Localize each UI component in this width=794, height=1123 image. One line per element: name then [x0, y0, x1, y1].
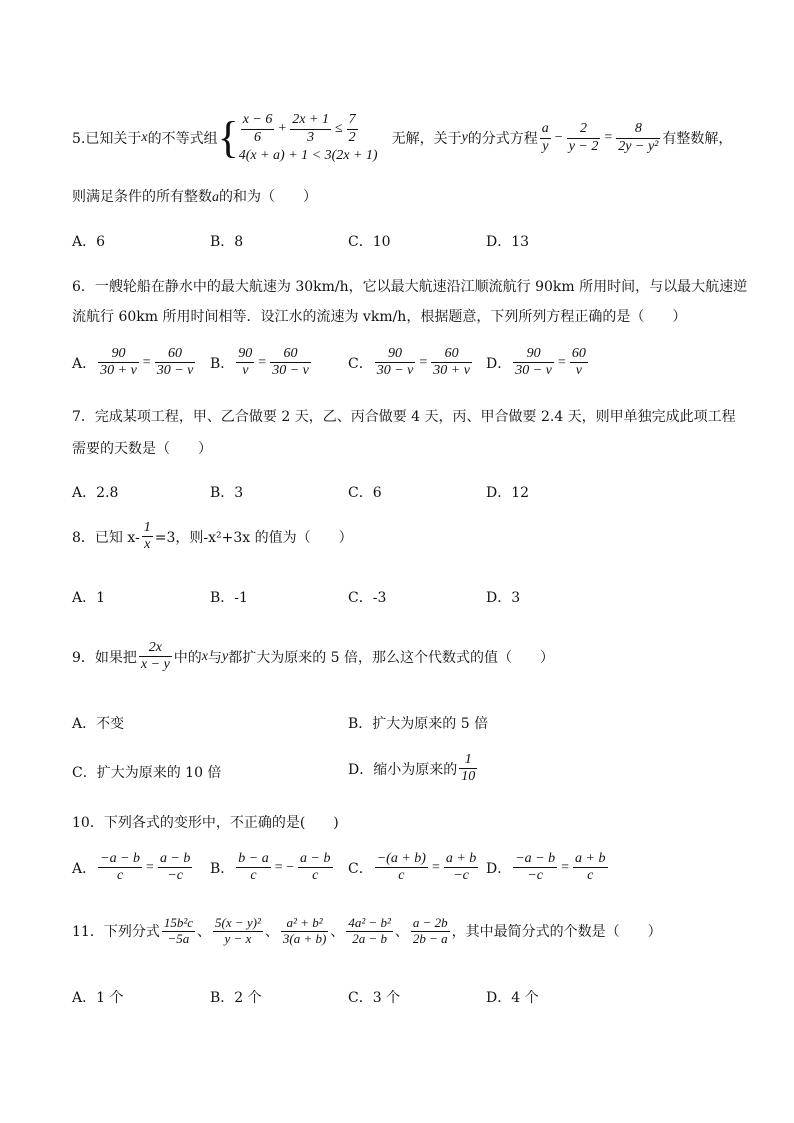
q7-option-a[interactable]: A．2.8 [72, 485, 119, 501]
plus-sign: + [278, 121, 287, 136]
q5-inequality-2: 4(x + a) + 1 < 3(2x + 1) [238, 147, 378, 163]
q11-sep: 、 [264, 924, 279, 941]
q11-prefix: 11．下列分式 [72, 924, 160, 941]
q11-sep: 、 [394, 924, 409, 941]
q11-stem [72, 916, 662, 947]
le-sign: ≤ [334, 121, 343, 136]
q11-fraction-5: $\frac{a - 2b}{2b - a}$ [412, 915, 448, 946]
q6-option-d[interactable]: D． $\frac{90}{30 - v}$ = $\frac{60}{v}$ [486, 346, 586, 379]
q7-option-b[interactable]: B．3 [210, 485, 244, 501]
q6-stem-line1: 6．一艘轮船在静水中的最大航速为 30km/h，它以最大航速沿江顺流航行 90km 所用时间，与以最大航速逆 [72, 279, 748, 295]
q5-mid2: 无解，关于 [391, 131, 462, 147]
option-label: D． [486, 860, 512, 877]
q11-fraction-3: $\frac{\text{a² + b²}}{3(a + b)}$ [282, 915, 327, 946]
option-label: D． [486, 355, 512, 372]
q11-fraction-2: $\frac{\text{5(x − y)²}}{y - x}$ [215, 915, 261, 946]
q7-option-c[interactable]: C．6 [348, 485, 382, 501]
equals-sign: = [604, 130, 613, 145]
q5-prefix: 5.已知关于 [72, 131, 142, 147]
q5-mid1: 的不等式组 [147, 131, 218, 147]
option-label: B． [210, 355, 235, 372]
q5-ineq1-frac2: $\frac{2x + 1}{3}$ [292, 112, 329, 145]
q5-option-a[interactable]: A．6 [72, 234, 106, 250]
q9-suffix: 都扩大为原来的 5 倍，那么这个代数式的值（ ） [228, 649, 555, 666]
q9-fraction: $\frac{2x}{x - y}$ [140, 640, 170, 673]
q9-option-d[interactable] [348, 752, 479, 785]
q11-sep: 、 [330, 924, 345, 941]
q5-var-y: y [461, 130, 468, 145]
q11-suffix: ，其中最简分式的个数是（ ） [451, 924, 662, 941]
q5-eq-frac1: $\frac{a}{y}$ [541, 121, 549, 154]
q9-var-y: y [222, 648, 229, 664]
q5-mid3: 的分式方程 [467, 131, 538, 147]
q11-option-a[interactable]: A．1 个 [72, 990, 124, 1006]
option-label: A． [72, 860, 97, 877]
q9-mid2: 与 [208, 649, 223, 666]
q5-option-c[interactable]: C．10 [348, 234, 391, 250]
q10-option-b[interactable]: B． $\frac{b - a}{c}$ = − $\frac{a - b}{c}$ [210, 851, 331, 884]
q7-stem-line1: 7．完成某项工程，甲、乙合做要 2 天，乙、丙合做要 4 天，丙、甲合做要 2.4 天，则甲单独完成此项工程 [72, 409, 736, 425]
q8-fraction: $\frac{1}{x}$ [143, 520, 151, 553]
q11-option-c[interactable]: C．3 个 [348, 990, 401, 1006]
q6-option-b[interactable]: B． $\frac{90}{v}$ = $\frac{60}{30 - v}$ [210, 346, 309, 379]
q9-mid1: 中的 [173, 649, 202, 666]
q5-option-b[interactable]: B．8 [210, 234, 244, 250]
q8-option-b[interactable]: B．-1 [210, 590, 248, 606]
q8-prefix: 8．已知 x- [72, 529, 140, 546]
q9-option-a[interactable]: A．不变 [72, 716, 125, 732]
q5-end: 有整数解， [662, 131, 733, 147]
q9-stem [72, 640, 554, 673]
q11-option-b[interactable]: B．2 个 [210, 990, 262, 1006]
q11-fraction-1: $\frac{\text{15b²c}}{-5a}$ [163, 915, 193, 946]
q5-option-d[interactable]: D．13 [486, 234, 530, 250]
q9-option-c[interactable]: C．扩大为原来的 10 倍 [72, 765, 222, 781]
q5-inequality-1 [239, 112, 378, 145]
q6-option-c[interactable]: C． $\frac{90}{30 - v}$ = $\frac{60}{30 + v}$ [348, 346, 470, 379]
q5-stem-line2 [72, 186, 317, 206]
q5-stem-line1 [72, 108, 732, 168]
q8-option-d[interactable]: D．3 [486, 590, 521, 606]
q5-line2-b: 的和为（ ） [219, 189, 317, 205]
q6-option-a[interactable]: A． $\frac{90}{30 + v}$ = $\frac{60}{30 - v}$ [72, 346, 194, 379]
q9-var-x: x [201, 648, 209, 664]
q5-var-a: a [212, 190, 219, 205]
q8-option-a[interactable]: A．1 [72, 590, 106, 606]
q5-var-x: x [141, 130, 148, 145]
q5-eq-frac3: $\frac{8}{\text{2y − y²}}$ [618, 121, 659, 154]
q5-ineq1-frac1: $\frac{x - 6}{6}$ [242, 112, 273, 145]
q6-stem-line2: 流航行 60km 所用时间相等．设江水的流速为 vkm/h，根据题意，下列所列方程正确的是（ ） [72, 309, 687, 325]
q5-line2-a: 则满足条件的所有整数 [72, 189, 212, 205]
q8-suffix: =3，则-x²+3x 的值为（ ） [154, 529, 353, 546]
option-label: C． [348, 860, 373, 877]
q10-option-d[interactable]: D． $\frac{-a - b}{-c}$ = $\frac{a + b}{c}$ [486, 851, 606, 884]
q9-option-d-text: D．缩小为原来的 [348, 761, 458, 778]
q9-option-d-fraction: $\frac{1}{10}$ [461, 752, 476, 785]
q7-stem-line2: 需要的天数是（ ） [72, 441, 212, 457]
option-label: A． [72, 355, 97, 372]
q7-option-d[interactable]: D．12 [486, 485, 530, 501]
q11-option-d[interactable]: D．4 个 [486, 990, 539, 1006]
minus-sign: − [554, 130, 563, 145]
q5-ineq1-frac3: $\frac{7}{2}$ [348, 112, 356, 145]
option-label: B． [210, 860, 235, 877]
q11-fraction-4: $\frac{\text{4a² − b²}}{2a - b}$ [348, 915, 391, 946]
q5-system-brace: { [217, 113, 239, 162]
q9-option-b[interactable]: B．扩大为原来的 5 倍 [348, 716, 489, 732]
q8-stem [72, 520, 353, 553]
q10-option-a[interactable]: A． $\frac{-a - b}{c}$ = $\frac{a - b}{-c}$ [72, 851, 191, 884]
q8-option-c[interactable]: C．-3 [348, 590, 387, 606]
q10-stem: 10．下列各式的变形中，不正确的是( ) [72, 815, 339, 831]
q11-sep: 、 [197, 924, 211, 941]
option-label: C． [348, 355, 373, 372]
q5-inequality-system [239, 112, 378, 163]
q5-eq-frac2: $\frac{2}{y - 2}$ [568, 121, 599, 154]
q10-option-c[interactable]: C． $\frac{-(a + b)}{c}$ = $\frac{a + b}{-c}$ [348, 851, 477, 884]
q9-prefix: 9．如果把 [72, 649, 137, 666]
